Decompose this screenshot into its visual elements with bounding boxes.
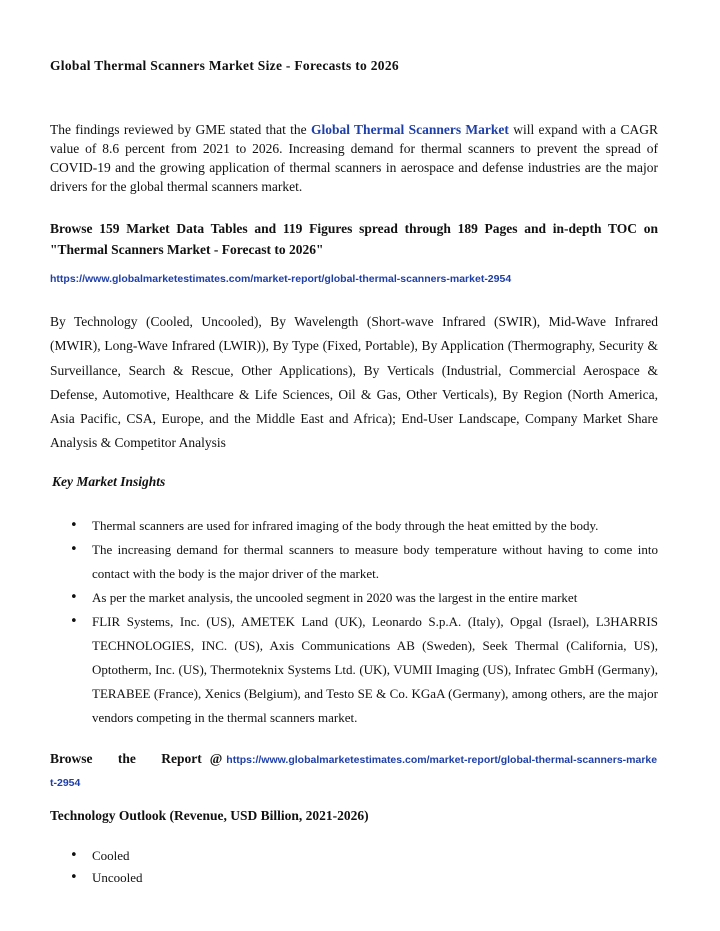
list-item [50,610,658,730]
browse-report-link[interactable]: https://www.globalmarketestimates.com/market-report/global-thermal-scanners-market-2954 [50,754,658,789]
key-insights-list [50,514,658,730]
technology-item: Uncooled [92,870,143,885]
document-title: Global Thermal Scanners Market Size - Forecasts to 2026 [50,58,399,73]
bullet-icon: • [70,870,78,885]
technology-item: Cooled [92,848,130,863]
market-name-highlight: Global Thermal Scanners Market [310,122,509,137]
intro-text-after: will expand with a CAGR value of 8.6 percent from 2021 to 2026. Increasing demand for thermal scanners to prevent the spread of COVID-19 and the growing application of thermal scanners in aerospace and defense industries are the major drivers for the global thermal scanners market. [50,122,658,194]
key-insights-heading: Key Market Insights [52,474,166,489]
insight-text: As per the market analysis, the uncooled segment in 2020 was the largest in the entire market [92,590,578,605]
bullet-icon: • [70,848,78,863]
bullet-icon: • [70,590,78,605]
segmentation-paragraph: By Technology (Cooled, Uncooled), By Wavelength (Short-wave Infrared (SWIR), Mid-Wave Infrared (MWIR), Long-Wave Infrared (LWIR)), By Type (Fixed, Portable), By Application (Thermography, Security & Surveillance, Search & Rescue, Other Applications), By Verticals (Industrial, Commercial Aerospace & Defense, Automotive, Healthcare & Life Sciences, Oil & Gas, Other Verticals), By Region (North America, Asia Pacific, CSA, Europe, and the Middle East and Africa); End-User Landscape, Company Market Share Analysis & Competitor Analysis [50,314,658,451]
browse-tables-heading: Browse 159 Market Data Tables and 119 Figures spread through 189 Pages and in-depth TOC on "Thermal Scanners Market - Forecast to 2026" [50,221,658,257]
intro-text-before: The findings reviewed by GME stated that the [50,122,311,137]
list-item [50,586,658,610]
technology-outlook-heading: Technology Outlook (Revenue, USD Billion, 2021-2026) [50,808,369,823]
list-item [50,514,658,538]
insight-text: FLIR Systems, Inc. (US), AMETEK Land (UK), Leonardo S.p.A. (Italy), Opgal (Israel), L3HARRIS TECHNOLOGIES, INC. (US), Axis Communications AB (Sweden), Seek Thermal (California, US), Optotherm, Inc. (US), Thermoteknix Systems Ltd. (UK), VUMII Imaging (US), Infratec GmbH (Germany), TERABEE (France), Xenics (Belgium), and Testo SE & Co. KGaA (Germany), among others, are the major vendors competing in the thermal scanners market. [92,614,658,725]
browse-report-label: Browse the Report [50,751,202,766]
report-link[interactable]: https://www.globalmarketestimates.com/market-report/global-thermal-scanners-market-2954 [50,273,512,285]
list-item [50,867,658,889]
list-item [50,538,658,586]
intro-paragraph [50,120,658,196]
insight-text: The increasing demand for thermal scanners to measure body temperature without having to come into contact with the body is the major driver of the market. [92,542,658,581]
bullet-icon: • [70,614,78,629]
technology-outlook-list [50,845,658,889]
insight-text: Thermal scanners are used for infrared imaging of the body through the heat emitted by the body. [92,518,599,533]
bullet-icon: • [70,542,78,557]
browse-report-line [50,748,658,794]
bullet-icon: • [70,518,78,533]
list-item [50,845,658,867]
at-sign: @ [209,751,223,766]
